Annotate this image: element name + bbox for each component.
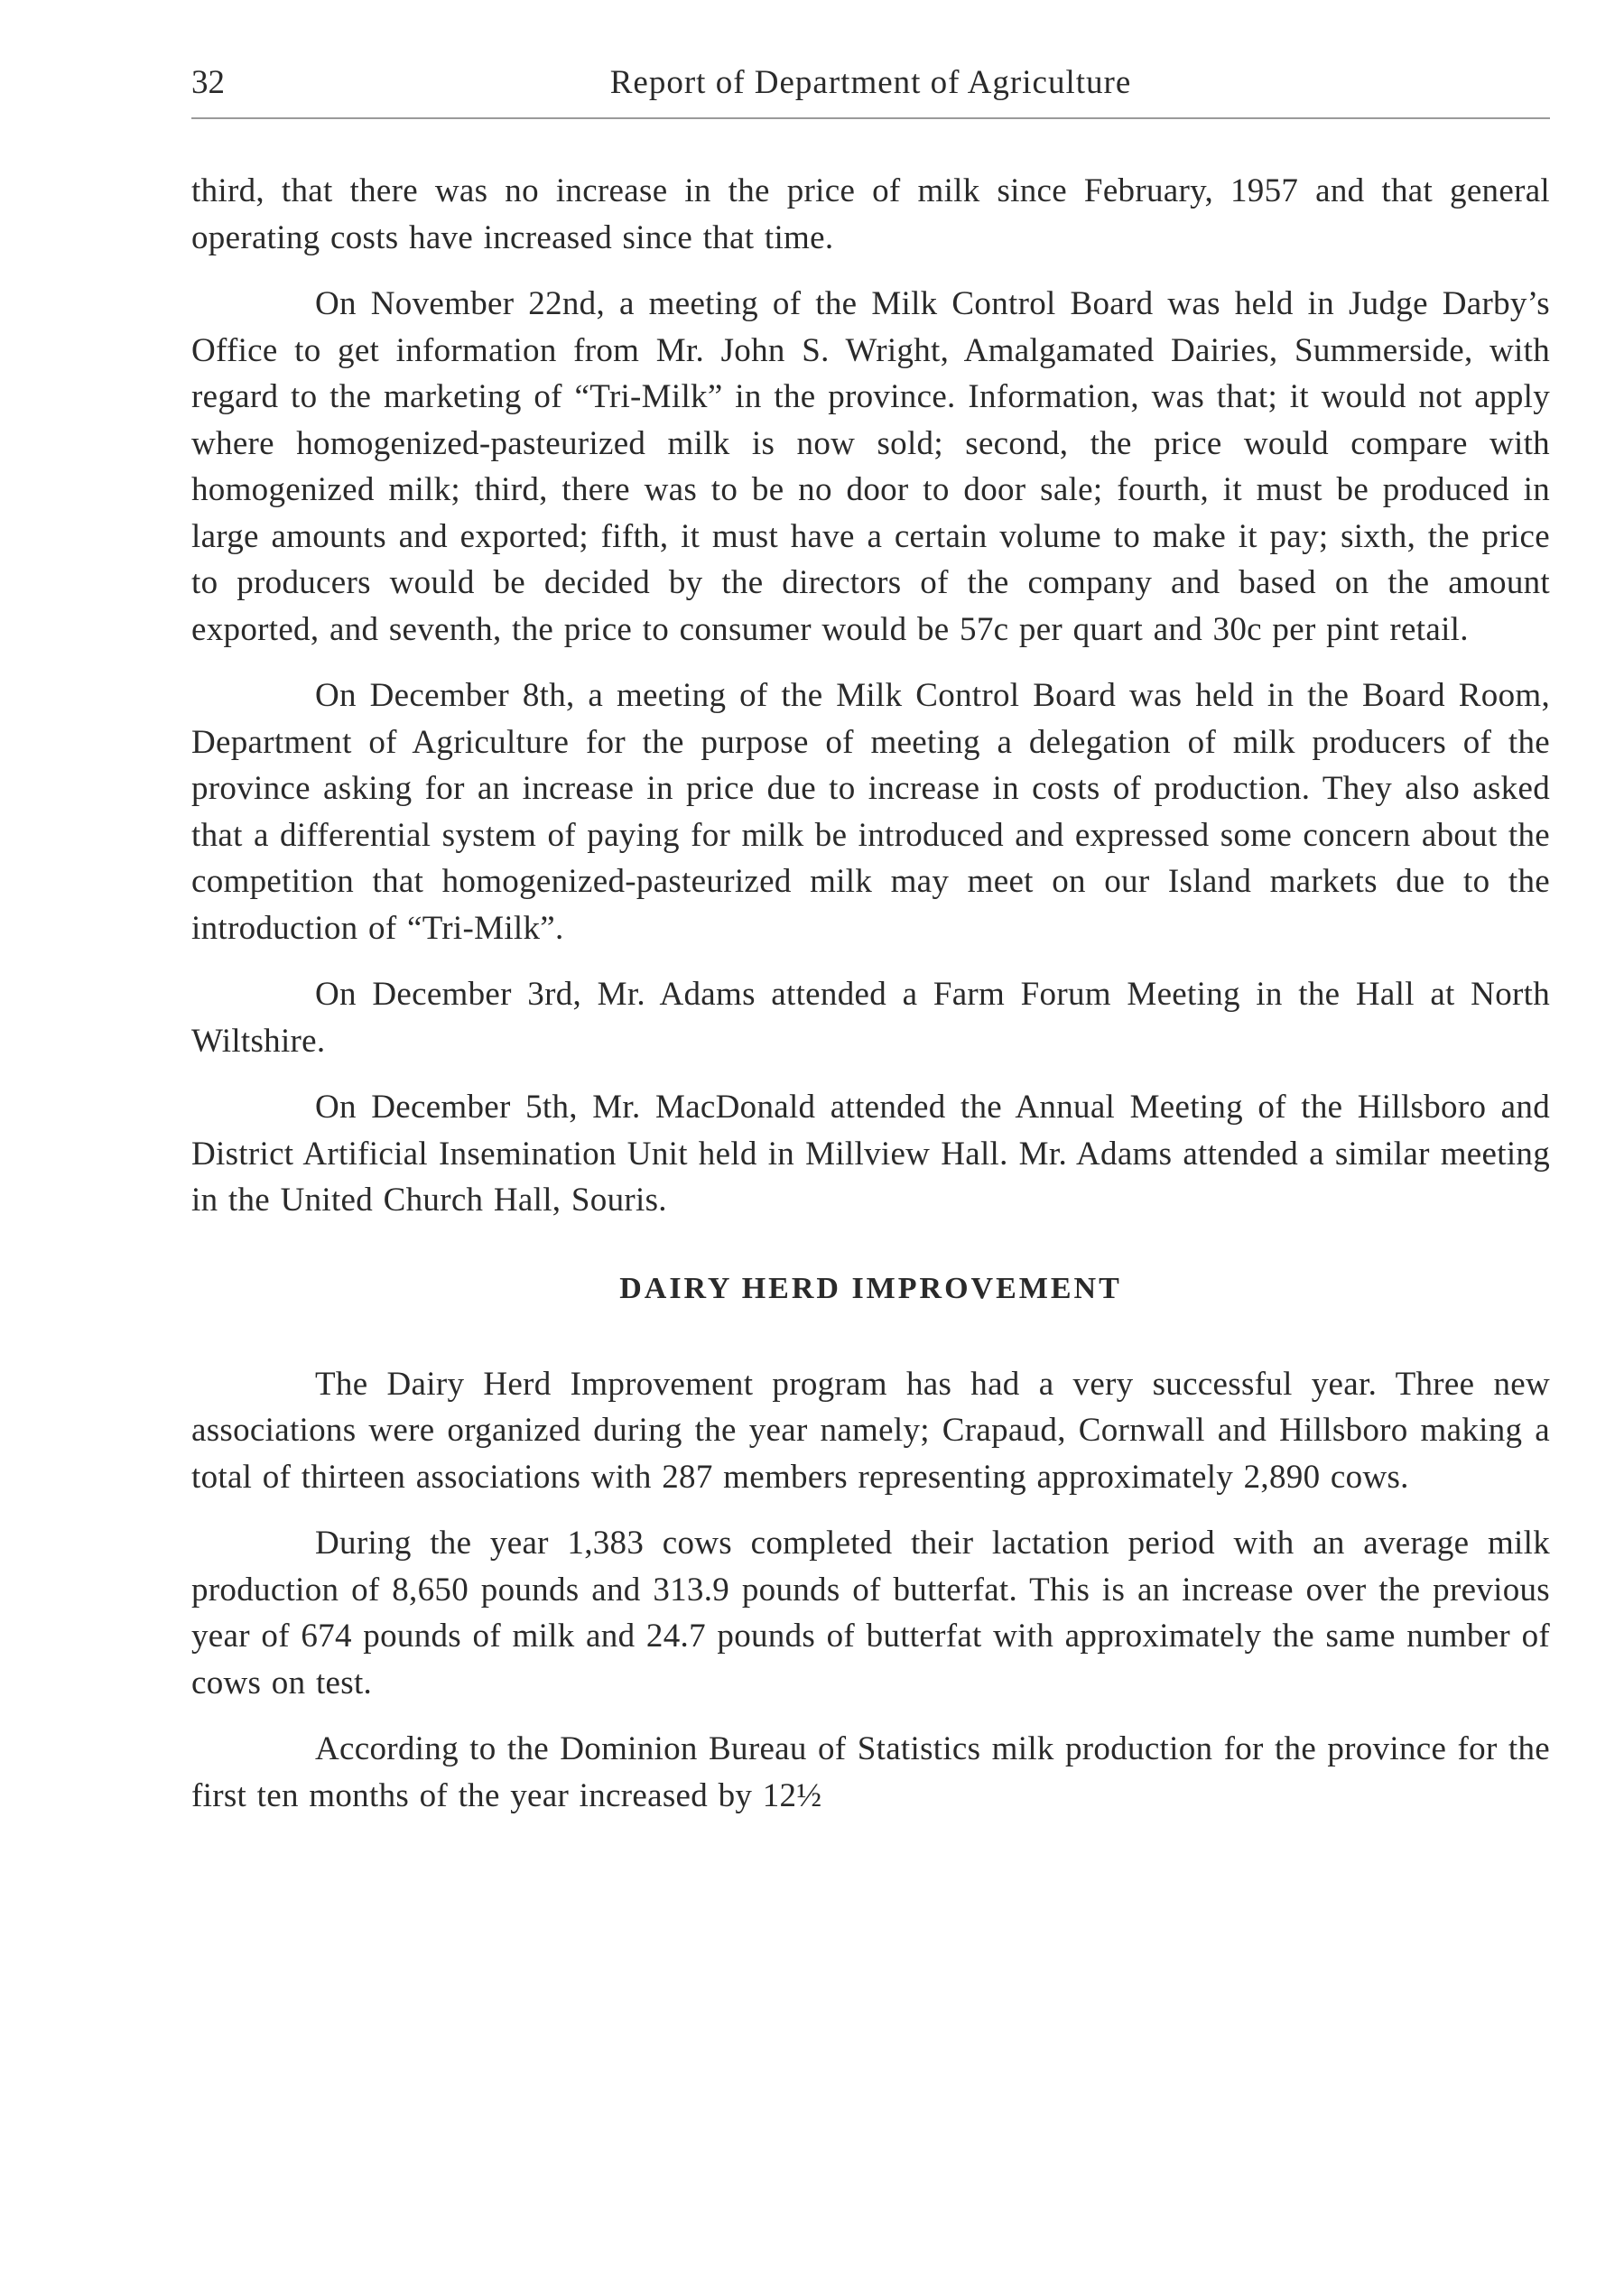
- paragraph-lactation-results: During the year 1,383 cows completed their lactation period with an average milk production of 8,650 pounds and 313.9 pounds of butterfat. This is an increase over the previous year of 674 pounds of milk and 24.7 pounds of butterfat with approximately the same number of cows on test.: [191, 1525, 1550, 1701]
- paragraph-november-meeting: On November 22nd, a meeting of the Milk Control Board was held in Judge Darby’s Office to get information from Mr. John S. Wright, Amalgamated Dairies, Summerside, with regard to the marketing of “Tri-Milk” in the province. Information, was that; it would not apply where homogenized-pasteurized milk is now sold; second, the price would compare with homogenized milk; third, there was to be no door to door sale; fourth, it must be produced in large amounts and exported; fifth, it must have a certain volume to make it pay; sixth, the price to producers would be decided by the directors of the company and based on the amount exported, and seventh, the price to consumer would be 57c per quart and 30c per pint retail.: [191, 285, 1550, 648]
- header-divider: [191, 117, 1550, 119]
- body-text: [191, 168, 1550, 1839]
- running-head: [191, 56, 1550, 110]
- paragraph-december-5-meeting: On December 5th, Mr. MacDonald attended the Annual Meeting of the Hillsboro and District Artificial Insemination Unit held in Millview Hall. Mr. Adams attended a similar meeting in the United Church Hall, Souris.: [191, 1089, 1550, 1219]
- paragraph-continuation: third, that there was no increase in the price of milk since February, 1957 and that general operating costs have increased since that time.: [191, 172, 1550, 256]
- paragraph-dhi-program: The Dairy Herd Improvement program has had a very successful year. Three new associations were organized during the year namely; Crapaud, Cornwall and Hillsboro making a total of thirteen associations with 287 members representing approximately 2,890 cows.: [191, 1365, 1550, 1496]
- paragraph-december-8-meeting: On December 8th, a meeting of the Milk Control Board was held in the Board Room, Department of Agriculture for the purpose of meeting a delegation of milk producers of the province asking for an increase in price due to increase in costs of production. They also asked that a differential system of paying for milk be introduced and expressed some concern about the competition that homogenized-pasteurized milk may meet on our Island markets due to the introduction of “Tri-Milk”.: [191, 677, 1550, 947]
- page-number: 32: [191, 64, 225, 101]
- paragraph-december-3-forum: On December 3rd, Mr. Adams attended a Farm Forum Meeting in the Hall at North Wiltshire.: [191, 976, 1550, 1060]
- running-title: Report of Department of Agriculture: [609, 64, 1132, 101]
- section-heading: DAIRY HERD IMPROVEMENT: [619, 1271, 1122, 1305]
- paragraph-statistics: According to the Dominion Bureau of Statistics milk production for the province for the first ten months of the year increased by 12½: [191, 1730, 1550, 1814]
